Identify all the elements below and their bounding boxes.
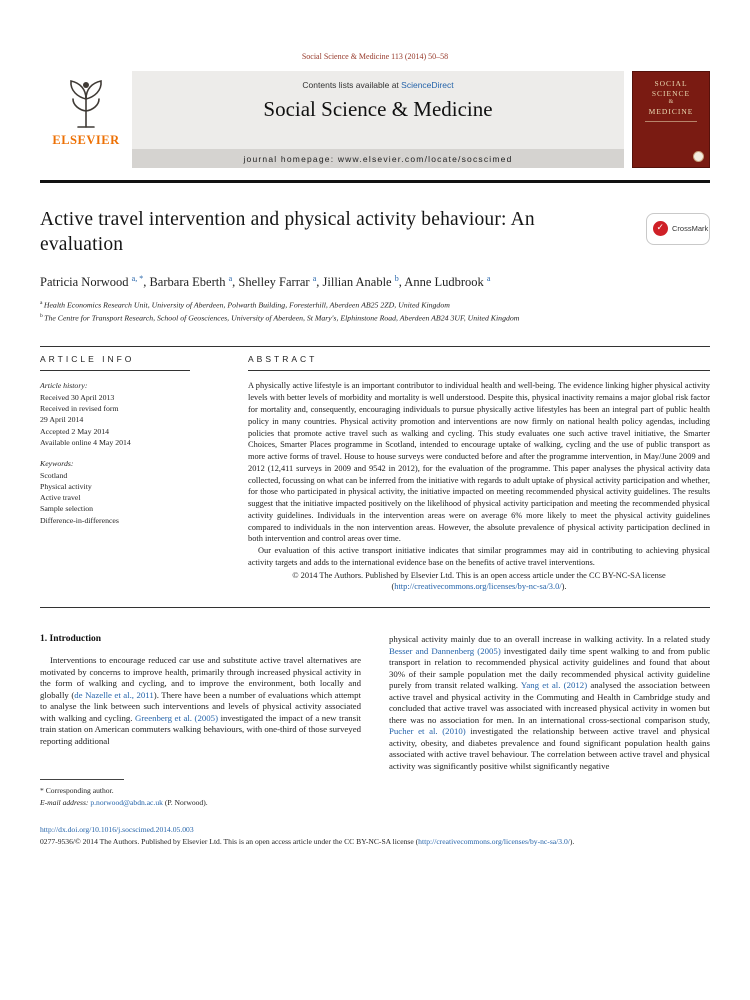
header-divider <box>40 180 710 183</box>
abstract-body <box>248 371 710 593</box>
section-heading: 1. Introduction <box>40 634 102 645</box>
body-paragraph <box>40 655 361 747</box>
article-title: Active travel intervention and physical activity behaviour: An evaluation <box>40 208 535 256</box>
footer-block <box>40 824 710 848</box>
text-run: ). There have been a number of evaluations which attempt to analyse the link between such interventions and levels of physical activity associated with walking and cycling. <box>40 689 361 723</box>
abstract-heading: ABSTRACT <box>248 347 710 371</box>
crossmark-badge[interactable] <box>646 213 710 245</box>
inline-link[interactable]: de Nazelle et al., 2011 <box>74 689 154 700</box>
text-run: , Shelley Farrar <box>232 275 313 290</box>
keyword-entry: Physical activity <box>40 481 92 491</box>
cover-text-line: & <box>668 99 674 106</box>
text-run: , Barbara Eberth <box>143 275 229 290</box>
body-column-right <box>389 634 710 808</box>
footnote-divider <box>40 779 124 780</box>
doi-link[interactable]: http://dx.doi.org/10.1016/j.socscimed.2014.05.003 <box>40 825 194 835</box>
affiliation-a <box>40 299 710 312</box>
title-row <box>40 207 710 258</box>
journal-title: Social Science & Medicine <box>263 97 493 121</box>
inline-link[interactable]: http://creativecommons.org/licenses/by-nc-sa/3.0/ <box>418 836 570 846</box>
keyword-entry: Scotland <box>40 470 68 480</box>
footnote-block <box>40 779 361 808</box>
text-run: investigated the relationship between active travel and physical activity, obesity, and diabetes prevalence and found significant population health gains associated with active travel behaviour. The correlation between active travel and physical activity was significantly positive whilst significantly negative <box>389 726 711 771</box>
cover-divider <box>645 121 697 122</box>
body-paragraph <box>389 634 710 772</box>
cover-emblem-icon <box>693 151 704 162</box>
text-run: Health Economics Research Unit, University of Aberdeen, Polwarth Building, Foresterhill, Aberdeen AB25 2ZD, United Kingdom <box>43 300 450 310</box>
keyword-entry: Active travel <box>40 493 81 503</box>
text-run: © 2014 The Authors. Published by Elsevier Ltd. This is an open access article under the CC BY-NC-SA license ( <box>292 570 666 592</box>
text-run: Interventions to encourage reduced car use and substitute active travel alternatives are motivated by concerns to improve health, primarily through increased physical activity in the form of walking and cycling, and to improve the environment, both locally and globally ( <box>40 655 361 700</box>
inline-link[interactable]: a <box>228 273 233 283</box>
contents-prefix: Contents lists available at <box>302 80 402 90</box>
inline-link[interactable]: Greenberg et al. (2005) <box>135 712 219 723</box>
journal-header <box>40 71 710 168</box>
corresponding-author-note: * Corresponding author. <box>40 786 114 796</box>
text-run: investigated daily time spent walking to and from public transport in relation to recommended physical activity guidelines and found that about 30% of their sample population met the daily recommended physical activity guideline purely from transit related walking. <box>389 645 710 691</box>
inline-link[interactable]: a <box>312 273 317 283</box>
article-info-heading: ARTICLE INFO <box>40 347 190 371</box>
sciencedirect-link[interactable]: ScienceDirect <box>401 80 454 90</box>
author-list <box>40 274 710 290</box>
inline-link[interactable]: a <box>486 273 491 283</box>
crossmark-label: CrossMark <box>672 224 709 233</box>
article-info-body <box>40 371 190 526</box>
article-history-label: Article history: <box>40 381 88 391</box>
elsevier-logo[interactable] <box>40 71 132 168</box>
inline-link[interactable]: p.norwood@abdn.ac.uk <box>90 797 163 807</box>
body-column-left <box>40 634 361 808</box>
inline-link[interactable]: Pucher et al. (2010) <box>389 726 466 737</box>
cover-text-line: SCIENCE <box>651 89 691 99</box>
keyword-entry: Sample selection <box>40 504 94 514</box>
abstract-copyright <box>248 570 710 594</box>
keywords-label: Keywords: <box>40 459 74 469</box>
history-entry: 29 April 2014 <box>40 415 84 425</box>
text-run: E-mail address: <box>40 797 91 807</box>
text-run: b <box>40 312 45 319</box>
journal-citation: Social Science & Medicine 113 (2014) 50–58 <box>301 52 449 61</box>
text-run: (P. Norwood). <box>162 797 208 807</box>
elsevier-wordmark: ELSEVIER <box>52 133 120 147</box>
journal-banner <box>132 71 624 168</box>
keyword-entry: Difference-in-differences <box>40 515 119 525</box>
cover-text-line: SOCIAL <box>654 79 688 88</box>
text-run: The Centre for Transport Research, School of Geosciences, University of Aberdeen, St Mary's, Elphinstone Road, Aberdeen AB24 3UF, United Kingdom <box>44 313 520 323</box>
text-run: , Anne Ludbrook <box>398 275 487 290</box>
history-entry: Received in revised form <box>40 404 119 414</box>
text-run: investigated the impact of a new transit train station on American commuters walking behaviours, with one-third of those surveyed reporting additional <box>40 712 361 746</box>
abstract-paragraph: A physically active lifestyle is an important contributor to individual health and well-being. The evidence linking higher physical activity levels with better levels of morbidity and mortality is well understood. Despite this, physical inactivity remains a major global risk factor for mortality and, consequently, encouraging individuals to pursue physically active lifestyles has been an integral part of public health policy in many countries. Physical activity promotion and interventions are now firmly on national health policy agendas, including policies that promote active travel such as walking and cycling. This study evaluates one such active travel initiative, the Smarter Choices, Smarter Places programme in Scotland, intended to encourage uptake of walking, cycling and the use of public transport as more active forms of travel. House to house surveys were conducted before and after the programme intervention, in May/June 2009 and 2012 (12,411 surveys in 2009 and 9542 in 2012), for the evaluation of the programme. This paper analyses the physical activity data collected, focussing on what can be inferred from the initiative with regards to adult uptake of physical activity participation and whether, for those who participated in physical activity, the initiative impacted on meeting recommended physical activity guidelines. The results suggest that the initiative impacted positively on the likelihood of physical activity participation and meeting the recommended physical activity guidelines. Individuals in the intervention areas were on average 6% more likely to meet the physical activity guidelines compared to individuals in the non intervention areas. However, the absolute prevalence of physical activity participation declined in both intervention and control areas over time. <box>248 381 710 544</box>
text-run: a <box>40 300 44 307</box>
affiliations <box>40 299 710 324</box>
text-run: ). <box>569 836 575 846</box>
cover-text-line: MEDICINE <box>648 106 694 116</box>
journal-homepage-link[interactable]: journal homepage: www.elsevier.com/locate/socscimed <box>132 149 624 168</box>
info-abstract-section <box>40 346 710 608</box>
issn-copyright-line <box>40 836 710 848</box>
history-entry: Accepted 2 May 2014 <box>40 426 110 436</box>
text-run: ). <box>561 582 567 592</box>
inline-link[interactable]: a, * <box>131 273 144 283</box>
abstract-column <box>248 347 710 593</box>
affiliation-b <box>40 312 710 325</box>
abstract-paragraph: Our evaluation of this active transport initiative indicates that similar programmes may aid in contributing to achieving physical activity targets and adds to the international evidence base on the benefits of active travel interventions. <box>248 546 710 567</box>
article-info-column <box>40 347 190 593</box>
crossmark-icon <box>653 221 668 236</box>
email-note <box>40 797 361 808</box>
inline-link[interactable]: b <box>394 273 399 283</box>
text-run: Patricia Norwood <box>40 275 132 290</box>
inline-link[interactable]: Besser and Dannenberg (2005) <box>389 645 501 656</box>
text-run: analysed the association between active travel and physical activity in the Commuting and Health in Cambridge study and concluded that active travel was associated with increased physical activity in women but there was no association for men. In an international cross-sectional comparison study, <box>389 680 710 725</box>
text-run: physical activity mainly due to an overall increase in walking activity. In a related study <box>389 634 710 645</box>
contents-line <box>132 71 624 90</box>
text-run: , Jillian Anable <box>316 275 395 290</box>
journal-cover-thumbnail[interactable] <box>632 71 710 168</box>
elsevier-tree-icon <box>58 73 114 131</box>
inline-link[interactable]: http://creativecommons.org/licenses/by-nc-sa/3.0/ <box>394 582 562 592</box>
history-entry: Available online 4 May 2014 <box>40 437 131 447</box>
inline-link[interactable]: Yang et al. (2012) <box>520 680 588 691</box>
history-entry: Received 30 April 2013 <box>40 392 115 402</box>
text-run: 0277-9536/© 2014 The Authors. Published by Elsevier Ltd. This is an open access article under the CC BY-NC-SA license ( <box>40 836 419 846</box>
body-columns <box>40 634 710 808</box>
